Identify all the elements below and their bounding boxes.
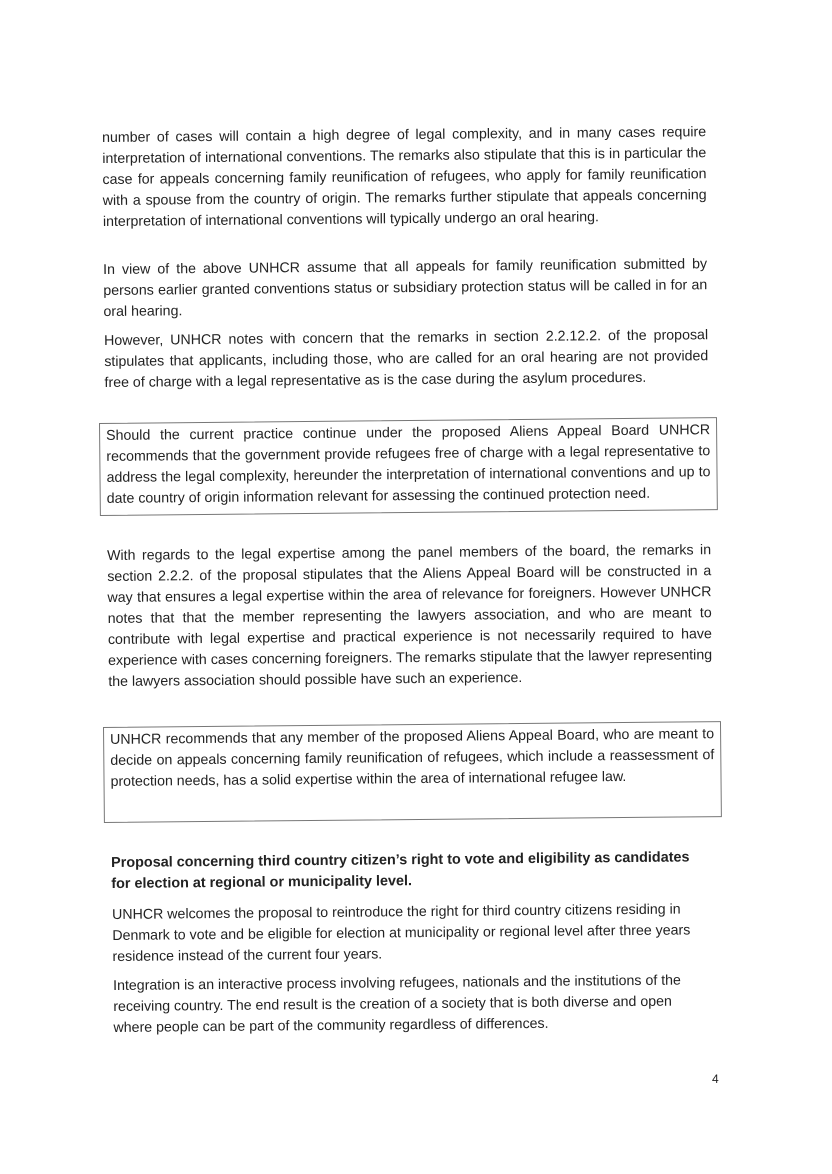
recommendation-box-legal-representative xyxy=(99,417,718,516)
paragraph-integration: Integration is an interactive process involving refugees, nationals and the institutions of the receiving country. The end result is the creation of a society that is both diverse and open where people can be part of the community regardless of differences. xyxy=(113,972,681,1036)
paragraph-legal-complexity: number of cases will contain a high degree of legal complexity, and in many cases require interpretation of international conventions. The remarks also stipulate that this is in particular the case for appeals concerning family reunification of refugees, who apply for family reunification with a spouse from the country of origin. The remarks further stipulate that appeals concerning interpretation of international conventions will typically undergo an oral hearing. xyxy=(102,124,707,230)
recommendation-text-refugee-law-expertise: UNHCR recommends that any member of the proposed Aliens Appeal Board, who are meant to decide on appeals concerning family reunification of refugees, which include a reassessment of protection needs, has a solid expertise within the area of international refugee law. xyxy=(110,726,715,790)
section-heading-voting-rights: Proposal concerning third country citizen’s right to vote and eligibility as candidates for election at regional or municipality level. xyxy=(111,849,690,892)
paragraph-legal-representative-concern: However, UNHCR notes with concern that the remarks in section 2.2.12.2. of the proposal stipulates that applicants, including those, who are called for an oral hearing are not provided free of charge with a legal representative as is the case during the asylum procedures. xyxy=(104,327,709,391)
paragraph-voting-proposal: UNHCR welcomes the proposal to reintroduce the right for third country citizens residing in Denmark to vote and be eligible for election at municipality or regional level after three years residence instead of the current four years. xyxy=(112,901,691,965)
recommendation-box-refugee-law-expertise xyxy=(103,721,722,823)
paragraph-oral-hearing: In view of the above UNHCR assume that all appeals for family reunification submitted by persons earlier granted conventions status or subsidiary protection status will be called in for an oral hearing. xyxy=(103,256,708,320)
page-number: 4 xyxy=(712,1072,719,1086)
paragraph-legal-expertise: With regards to the legal expertise among the panel members of the board, the remarks in section 2.2.2. of the proposal stipulates that the Aliens Appeal Board will be constructed in a way that ensures a legal expertise within the area of relevance for foreigners. However UNHCR notes that that the member representing the lawyers association, and who are meant to contribute with legal expertise and practical experience is not necessarily required to have experience with cases concerning foreigners. The remarks stipulate that the lawyer representing the lawyers association should possible have such an experience. xyxy=(107,542,713,690)
recommendation-text-legal-representative: Should the current practice continue under the proposed Aliens Appeal Board UNHCR recommends that the government provide refugees free of charge with a legal representative to address the legal complexity, hereunder the interpretation of international conventions and up to date country of origin information relevant for assessing the continued protection need. xyxy=(106,422,711,507)
